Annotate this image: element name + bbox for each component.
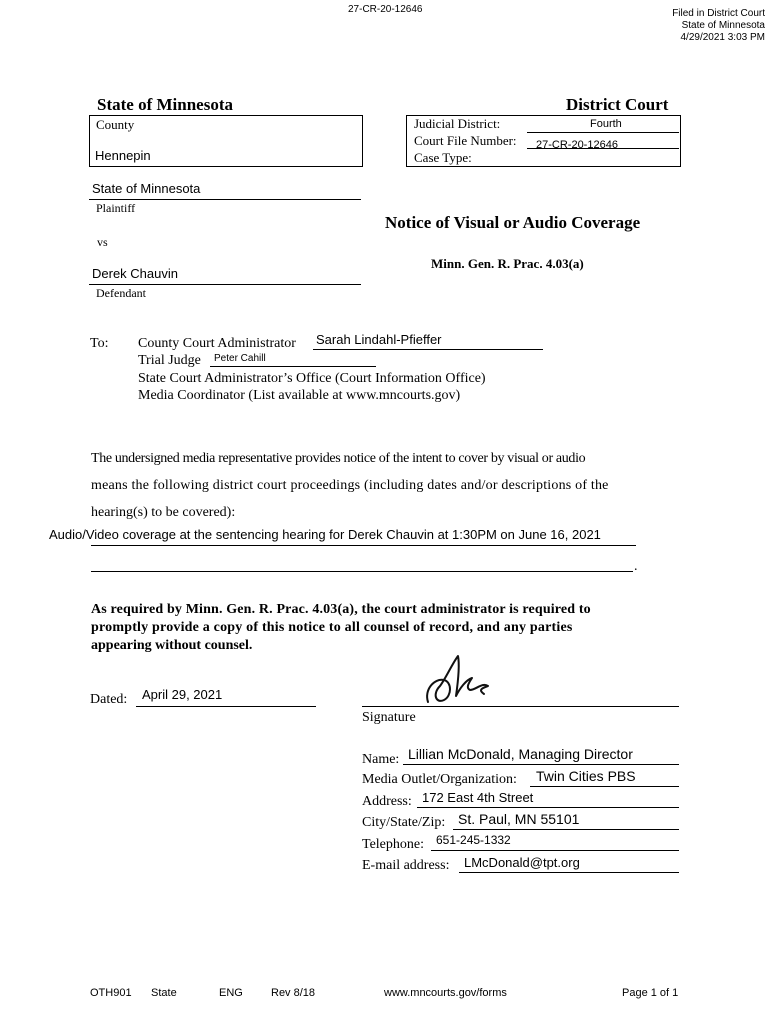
- required-line-2: promptly provide a copy of this notice to all counsel of record, and any parties: [91, 620, 573, 635]
- plaintiff-underline: [89, 199, 361, 200]
- address-value: 172 East 4th Street: [422, 790, 534, 805]
- handwritten-signature: [422, 652, 502, 707]
- plaintiff-label: Plaintiff: [96, 201, 136, 215]
- coverage-underline-1: [91, 545, 636, 546]
- dated-label: Dated:: [90, 692, 128, 707]
- top-case-number: 27-CR-20-12646: [348, 4, 423, 15]
- email-underline: [459, 872, 679, 873]
- state-admin-office: State Court Administrator’s Office (Court Information Office): [138, 371, 486, 386]
- defendant-underline: [89, 284, 361, 285]
- case-type-label: Case Type:: [414, 150, 472, 165]
- name-value: Lillian McDonald, Managing Director: [408, 746, 633, 762]
- city-underline: [453, 829, 679, 830]
- court-file-value: 27-CR-20-12646: [536, 139, 618, 151]
- address-label: Address:: [362, 794, 412, 809]
- dated-underline: [136, 706, 316, 707]
- email-label: E-mail address:: [362, 858, 450, 873]
- footer-form-code: OTH901: [90, 987, 132, 999]
- plaintiff-value: State of Minnesota: [92, 181, 201, 196]
- state-heading: State of Minnesota: [97, 95, 233, 114]
- judge-value: Peter Cahill: [214, 353, 266, 364]
- defendant-label: Defendant: [96, 286, 146, 300]
- phone-value: 651-245-1332: [436, 833, 511, 847]
- footer-url[interactable]: www.mncourts.gov/forms: [384, 987, 507, 999]
- required-notice: [91, 601, 651, 655]
- court-heading: District Court: [566, 95, 669, 114]
- footer-page-number: Page 1 of 1: [622, 987, 679, 999]
- outlet-label: Media Outlet/Organization:: [362, 772, 517, 787]
- body-line-2: means the following district court proceedings (including dates and/or descriptions of the: [91, 478, 609, 493]
- judicial-district-label: Judicial District:: [414, 116, 501, 131]
- county-label: County: [96, 117, 135, 132]
- footer-language: ENG: [219, 987, 243, 999]
- address-underline: [417, 807, 679, 808]
- signature-underline: [362, 706, 679, 707]
- media-coordinator: Media Coordinator (List available at www.mncourts.gov): [138, 388, 461, 403]
- name-underline: [403, 764, 679, 765]
- phone-underline: [431, 850, 679, 851]
- vs-label: vs: [97, 235, 108, 249]
- filed-line-1: Filed in District Court: [672, 8, 765, 19]
- email-value: LMcDonald@tpt.org: [464, 855, 580, 870]
- court-file-label: Court File Number:: [414, 133, 517, 148]
- county-value: Hennepin: [95, 148, 151, 163]
- body-line-1: The undersigned media representative provides notice of the intent to cover by visual or audio: [91, 451, 586, 466]
- judicial-district-underline: [527, 132, 679, 133]
- phone-label: Telephone:: [362, 837, 424, 852]
- body-line-3: hearing(s) to be covered):: [91, 505, 236, 520]
- dated-value: April 29, 2021: [142, 687, 223, 702]
- signature-label: Signature: [362, 710, 416, 725]
- court-file-underline: [527, 148, 679, 149]
- outlet-value: Twin Cities PBS: [536, 768, 636, 784]
- notice-title: Notice of Visual or Audio Coverage: [385, 213, 641, 232]
- admin-underline: [313, 349, 543, 350]
- name-label: Name:: [362, 752, 400, 767]
- required-line-3: appearing without counsel.: [91, 638, 253, 653]
- admin-label: County Court Administrator: [138, 336, 296, 351]
- admin-value: Sarah Lindahl-Pfieffer: [316, 332, 442, 347]
- footer-state: State: [151, 987, 177, 999]
- judge-label: Trial Judge: [138, 353, 201, 368]
- footer-revision: Rev 8/18: [271, 987, 316, 999]
- coverage-description: Audio/Video coverage at the sentencing hearing for Derek Chauvin at 1:30PM on June 16, 2021: [49, 527, 601, 542]
- city-label: City/State/Zip:: [362, 815, 446, 830]
- filed-line-3: 4/29/2021 3:03 PM: [680, 32, 765, 43]
- coverage-period: .: [634, 559, 638, 574]
- city-value: St. Paul, MN 55101: [458, 811, 580, 827]
- judicial-district-value: Fourth: [590, 118, 622, 130]
- outlet-underline: [530, 786, 679, 787]
- to-label: To:: [90, 336, 109, 351]
- required-line-1: As required by Minn. Gen. R. Prac. 4.03(a), the court administrator is required to: [91, 602, 591, 617]
- defendant-value: Derek Chauvin: [92, 266, 178, 281]
- filed-line-2: State of Minnesota: [681, 20, 765, 31]
- filed-stamp: [672, 8, 765, 44]
- coverage-underline-2: [91, 571, 633, 572]
- judge-underline: [210, 366, 376, 367]
- rule-citation: Minn. Gen. R. Prac. 4.03(a): [431, 256, 584, 271]
